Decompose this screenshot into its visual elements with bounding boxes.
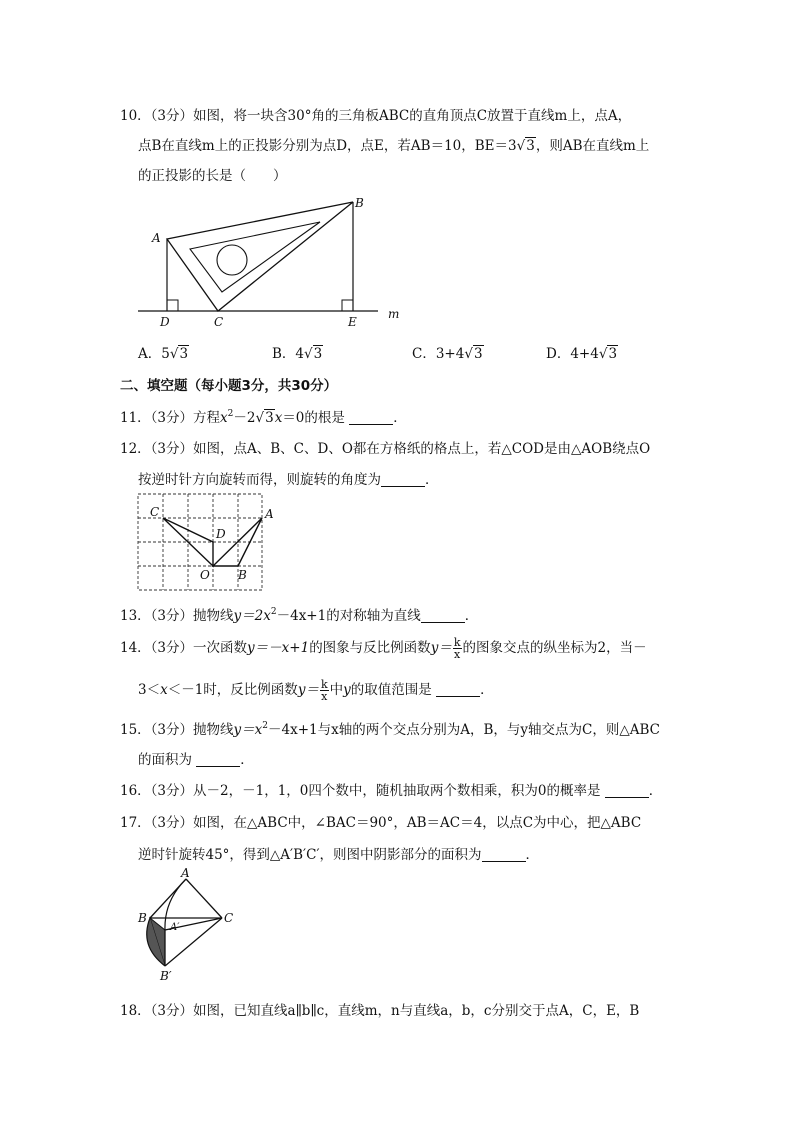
section-heading: 二、填空题（每小题3分，共30分）: [120, 378, 338, 394]
label-B1: B′: [160, 969, 172, 983]
label-m: m: [388, 307, 400, 321]
q12-line-2: 按逆时针方向旋转而得，则旋转的角度为 ．: [138, 472, 439, 488]
q17-answer-blank[interactable]: [482, 847, 526, 862]
label-B: B: [355, 196, 364, 210]
q12-figure: [134, 490, 284, 594]
q15-line-2: 的面积为 ．: [138, 752, 254, 768]
q15-answer-blank[interactable]: [196, 752, 240, 767]
q13: 13．（3分）抛物线$y=2x^2-4x+1$的对称轴为直线 ．: [120, 607, 479, 624]
q10-line-2a: 点B在直线m上的正投影分别为点D，点E，若AB＝10，BE＝3: [138, 138, 517, 154]
right-angle-E: [342, 300, 353, 311]
label-B: B: [138, 911, 147, 925]
q12-answer-blank[interactable]: [381, 472, 425, 487]
q14-answer-blank[interactable]: [436, 682, 480, 697]
q10-option-c[interactable]: C．3+4√3: [412, 346, 483, 362]
q10-figure: [130, 190, 410, 335]
q11-answer-blank[interactable]: [349, 410, 393, 425]
label-A1: A′: [170, 922, 180, 933]
q13-answer-blank[interactable]: [421, 608, 465, 623]
label-D: D: [216, 527, 226, 541]
q16-answer-blank[interactable]: [605, 783, 649, 798]
q10-line-3: 的正投影的长是（ ）: [138, 168, 287, 184]
q17-figure: [134, 866, 244, 986]
q12-line-1: 12．（3分）如图，点A、B、C、D、O都在方格纸的格点上，若△COD是由△AOB绕点O: [120, 441, 651, 457]
q10-sqrt: √3: [516, 138, 535, 154]
label-C: C: [224, 911, 234, 925]
label-A: A: [265, 507, 274, 521]
label-C: C: [150, 505, 160, 519]
q14-line-1: 14．（3分）一次函数y＝－x+1的图象与反比例函数y＝ $\frac{k}{x}$ 的图象交点的纵坐标为2，当－: [120, 636, 647, 661]
q10-line-2b: ，则AB在直线m上: [535, 138, 650, 154]
q11: 11．（3分）方程$x^2-2√3x=0$的根是 ．: [120, 409, 407, 426]
label-O: O: [200, 568, 210, 582]
q17-line-2: 逆时针旋转45°，得到△A′B′C′，则图中阴影部分的面积为 ．: [138, 847, 540, 863]
label-E: E: [348, 315, 357, 329]
right-angle-D: [167, 300, 178, 311]
q18-line-1: 18．（3分）如图，已知直线a∥b∥c，直线m，n与直线a，b，c分别交于点A，C，E，B: [120, 1003, 640, 1019]
q16: 16．（3分）从－2，－1，1，0四个数中，随机抽取两个数相乘，积为0的概率是 ．: [120, 783, 663, 799]
label-D: D: [160, 315, 170, 329]
q17-line-1: 17．（3分）如图，在△ABC中，∠BAC＝90°，AB＝AC＝4，以点C为中心，把△ABC: [120, 815, 642, 831]
label-A: A: [152, 231, 161, 245]
label-C: C: [214, 315, 224, 329]
q10-line-2: [138, 134, 649, 154]
q10-option-a[interactable]: A．5√3: [138, 346, 189, 362]
q14-line-2: 3＜x＜－1时，反比例函数y＝ $\frac{k}{x}$ 中y的取值范围是 ．: [138, 678, 494, 703]
q15-line-1: 15．（3分）抛物线$y=x^2-4x+1$与x轴的两个交点分别为A，B，与y轴交点为C，则△ABC: [120, 721, 660, 738]
triangle-hole: [217, 245, 247, 275]
q10-option-b[interactable]: B．4√3: [272, 346, 323, 362]
label-B: B: [238, 568, 247, 582]
q10-option-d[interactable]: D．4+4√3: [546, 346, 618, 362]
label-A: A: [181, 866, 190, 880]
q10-line-1: 10．（3分）如图，将一块含30°角的三角板ABC的直角顶点C放置于直线m上，点A，: [120, 108, 632, 124]
